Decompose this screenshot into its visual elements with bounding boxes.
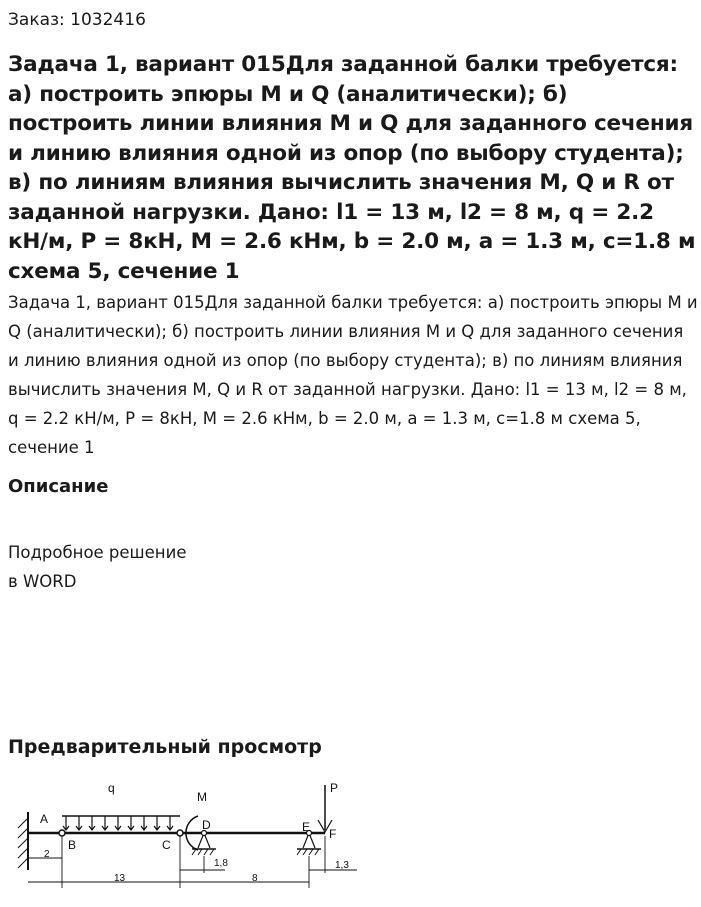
dim-l2: 8 bbox=[252, 873, 258, 884]
label-b: B bbox=[68, 838, 77, 852]
label-f: F bbox=[329, 827, 337, 841]
label-d: D bbox=[202, 818, 211, 832]
label-m: M bbox=[197, 790, 207, 804]
preview-heading: Предварительный просмотр bbox=[8, 736, 322, 758]
hinge-c bbox=[177, 830, 183, 836]
description-heading: Описание bbox=[8, 476, 109, 497]
label-a: A bbox=[40, 812, 49, 826]
task-title: Задача 1, вариант 015Для заданной балки требуется: а) построить эпюры М и Q (аналитически); б) построить линии влияния М и Q для заданного сечения и линию влияния одной из опор (по выбору студента); в) по линиям влияния вычислить значения М, Q и R от заданной нагрузки. Дано: l1 = 13 м, l2 = 8 м, q = 2.2 кН/м, Р = 8кН, М = 2.6 кНм, b = 2.0 м, а = 1.3 м, с=1.8 м схема 5, сечение 1 bbox=[8, 52, 696, 284]
description-line-1: Подробное решение bbox=[8, 543, 187, 562]
label-q: q bbox=[108, 781, 115, 795]
label-e: E bbox=[302, 820, 311, 834]
label-c: C bbox=[162, 838, 171, 852]
dim-c: 1,8 bbox=[214, 858, 228, 869]
dim-a: 1,3 bbox=[335, 860, 349, 871]
beam-scheme-diagram bbox=[0, 770, 701, 907]
label-p: P bbox=[330, 781, 339, 795]
dim-b: 2 bbox=[44, 849, 50, 860]
fixed-support-a bbox=[18, 812, 28, 870]
task-text: Задача 1, вариант 015Для заданной балки требуется: а) построить эпюры М и Q (аналитически); б) построить линии влияния М и Q для заданного сечения и линию влияния одной из опор (по выбору студента); в) по линиям влияния вычислить значения М, Q и R от заданной нагрузки. Дано: l1 = 13 м, l2 = 8 м, q = 2.2 кН/м, Р = 8кН, М = 2.6 кНм, b = 2.0 м, а = 1.3 м, с=1.8 м схема 5, сечение 1 bbox=[8, 293, 698, 457]
dim-l1: 13 bbox=[114, 873, 126, 884]
order-number: Заказ: 1032416 bbox=[8, 10, 146, 30]
description-body bbox=[8, 538, 186, 596]
dimension-lines bbox=[28, 836, 357, 888]
description-line-2: в WORD bbox=[8, 572, 77, 591]
distributed-load bbox=[62, 816, 180, 830]
hinge-b bbox=[59, 830, 65, 836]
